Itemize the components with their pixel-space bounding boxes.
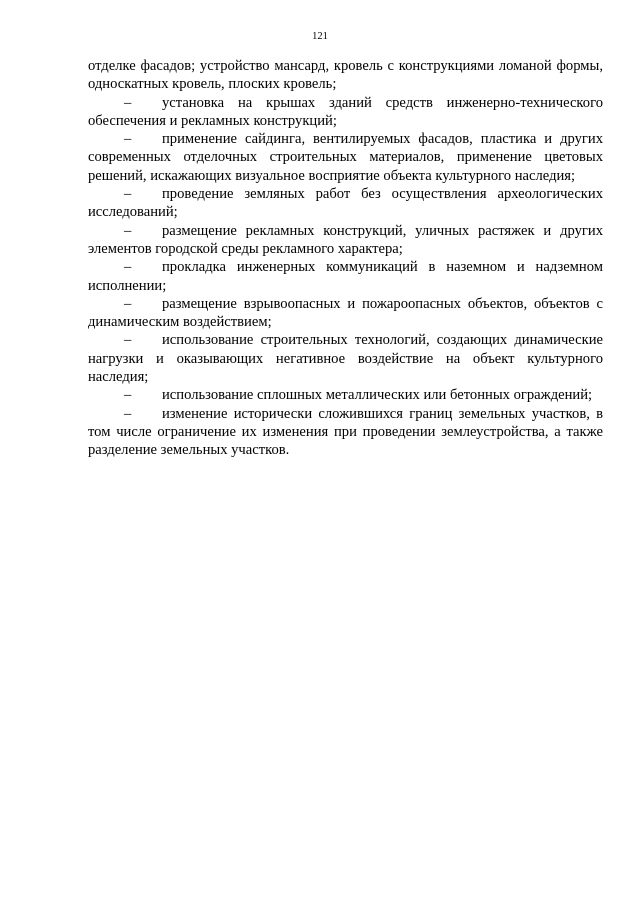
list-dash: – <box>124 222 132 239</box>
list-item <box>88 386 603 404</box>
list-dash: – <box>124 94 132 111</box>
list-item <box>88 94 603 131</box>
list-item <box>88 295 603 332</box>
list-item <box>88 331 603 386</box>
list-dash: – <box>124 387 132 404</box>
list-dash: – <box>124 131 132 148</box>
document-body <box>88 57 603 460</box>
list-item-text: размещение взрывоопасных и пожароопасных объектов, объектов с динамическим воздействием; <box>88 295 603 331</box>
list-item-text: использование строительных технологий, создающих динамические нагрузки и оказывающих негативное воздействие на объект культурного наследия; <box>88 332 603 386</box>
list-item <box>88 258 603 295</box>
list-item-text: прокладка инженерных коммуникаций в наземном и надземном исполнении; <box>88 259 603 294</box>
list-dash: – <box>124 186 132 203</box>
list-item-text: установка на крышах зданий средств инженерно-технического обеспечения и рекламных конструкций; <box>88 94 603 129</box>
list-item-text: размещение рекламных конструкций, уличных растяжек и других элементов городской среды рекламного характера; <box>88 222 603 257</box>
list-item <box>88 405 603 460</box>
list-item-text: изменение исторически сложившихся границ земельных участков, в том числе ограничение их изменения при проведении землеустройства, а также разделение земельных участков. <box>88 405 603 459</box>
list-dash: – <box>124 405 132 422</box>
list-dash: – <box>124 332 132 349</box>
list-dash: – <box>124 259 132 276</box>
list-dash: – <box>124 295 132 312</box>
list-item <box>88 130 603 185</box>
list-item <box>88 185 603 222</box>
page-number: 121 <box>312 31 328 42</box>
list-item <box>88 222 603 259</box>
list-item-text: использование сплошных металлических или бетонных ограждений; <box>162 387 593 404</box>
list-item-text: проведение земляных работ без осуществления археологических исследований; <box>88 186 603 221</box>
intro-paragraph: отделке фасадов; устройство мансард, кровель с конструкциями ломаной формы, односкатных кровель, плоских кровель; <box>88 58 603 93</box>
list-item-text: применение сайдинга, вентилируемых фасадов, пластика и других современных отделочных строительных материалов, применение цветовых решений, искажающих визуальное восприятие объекта культурного наследия; <box>88 131 603 184</box>
